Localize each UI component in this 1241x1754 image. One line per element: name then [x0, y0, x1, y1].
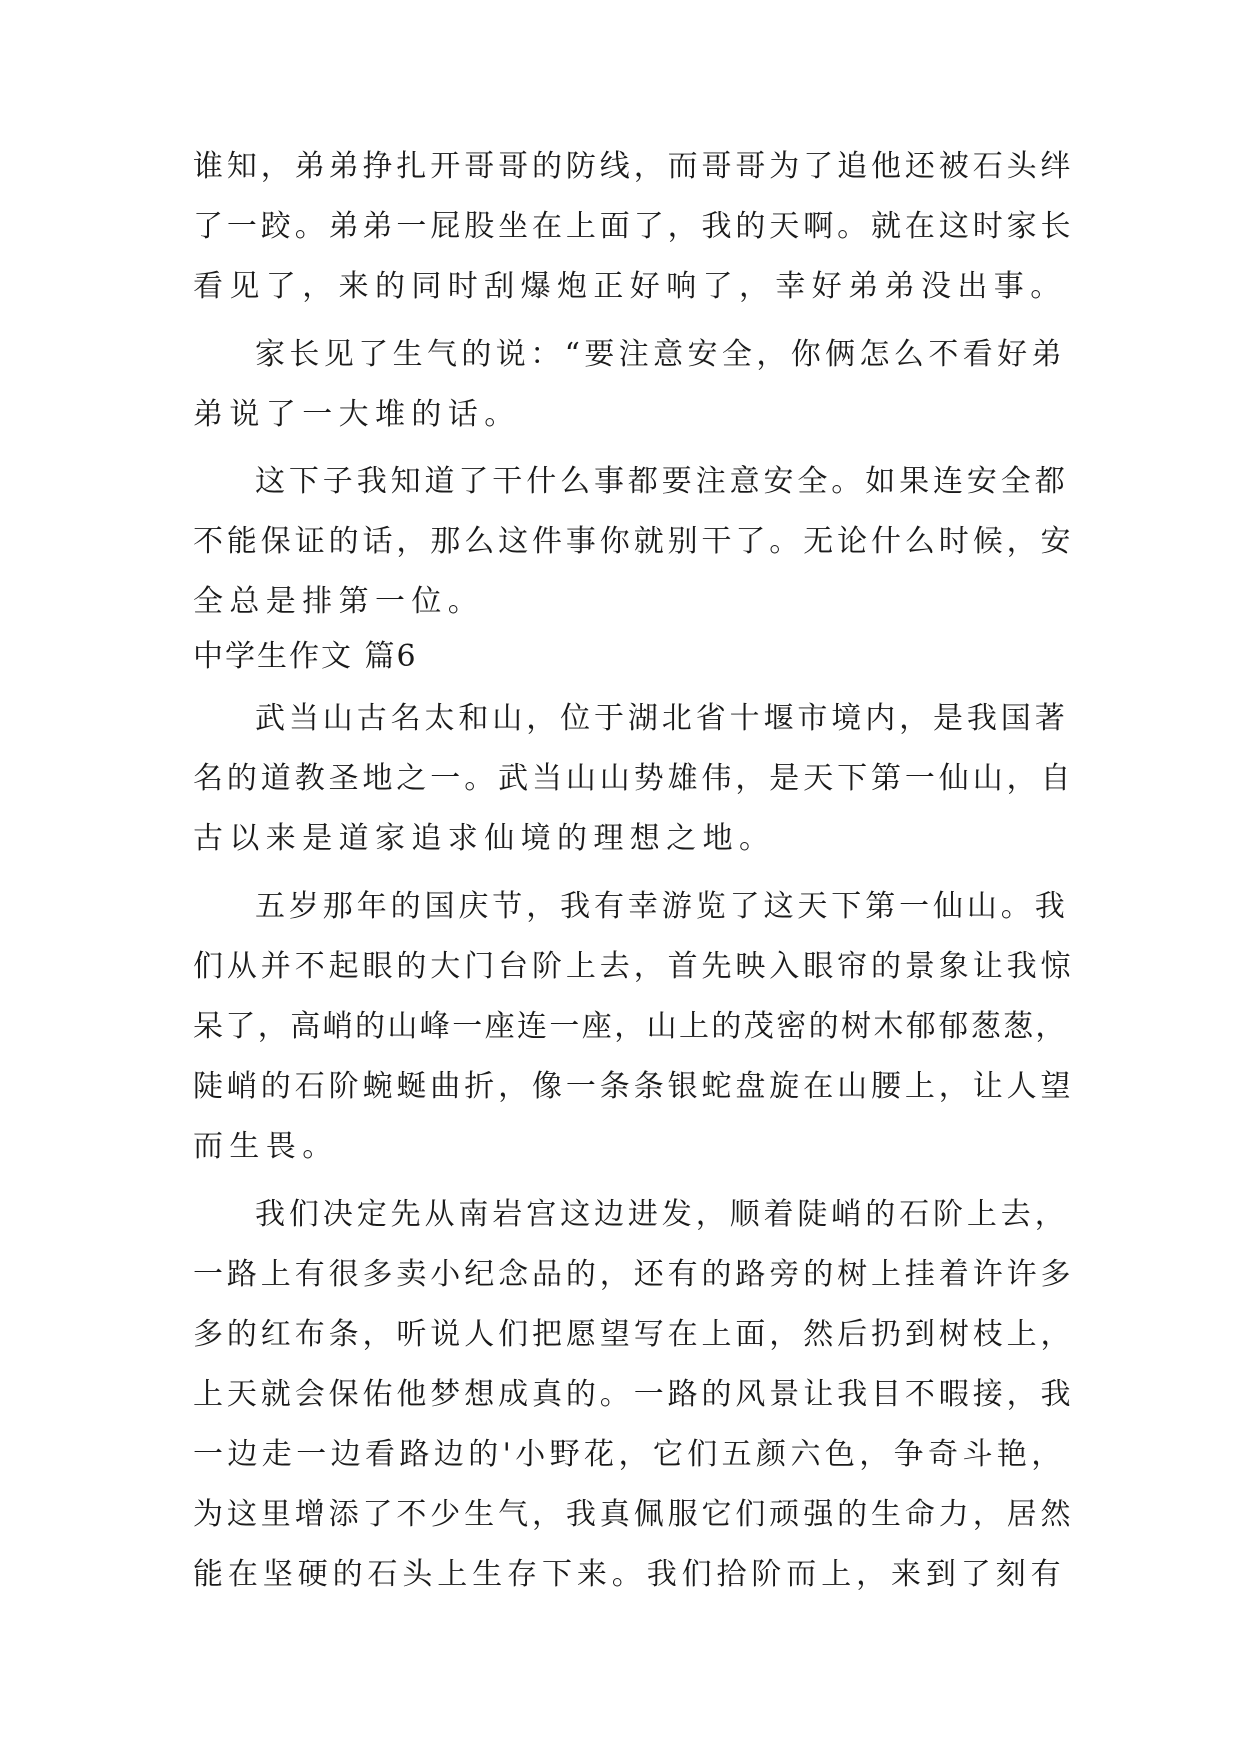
- text-line: 们从并不起眼的大门台阶上去，首先映入眼帘的景象让我惊: [193, 949, 1075, 984]
- text-line: 一边走一边看路边的'小野花，它们五颜六色，争奇斗艳，: [193, 1437, 1066, 1472]
- text-line: 看见了，来的同时刮爆炮正好响了，幸好弟弟没出事。: [193, 269, 1067, 304]
- text-line: 我们决定先从南岩宫这边进发，顺着陡峭的石阶上去，: [255, 1197, 1069, 1232]
- text-line: 不能保证的话，那么这件事你就别干了。无论什么时候，安: [193, 524, 1075, 559]
- text-line: 谁知，弟弟挣扎开哥哥的防线，而哥哥为了追他还被石头绊: [193, 149, 1075, 184]
- text-line: 这下子我知道了干什么事都要注意安全。如果连安全都: [255, 464, 1069, 499]
- text-line: 名的道教圣地之一。武当山山势雄伟，是天下第一仙山，自: [193, 761, 1075, 796]
- text-line: 陡峭的石阶蜿蜒曲折，像一条条银蛇盘旋在山腰上，让人望: [193, 1069, 1075, 1104]
- text-line: 弟说了一大堆的话。: [193, 397, 521, 432]
- text-line: 家长见了生气的说：“要注意安全，你俩怎么不看好弟: [255, 337, 1066, 372]
- text-line: 古以来是道家追求仙境的理想之地。: [193, 821, 776, 856]
- text-line: 为这里增添了不少生气，我真佩服它们顽强的生命力，居然: [193, 1497, 1075, 1532]
- text-line: 五岁那年的国庆节，我有幸游览了这天下第一仙山。我: [255, 889, 1069, 924]
- text-line: 武当山古名太和山，位于湖北省十堰市境内，是我国著: [255, 701, 1069, 736]
- text-line: 了一跤。弟弟一屁股坐在上面了，我的天啊。就在这时家长: [193, 209, 1075, 244]
- section-heading: 中学生作文 篇6: [193, 639, 418, 674]
- text-line: 全总是排第一位。: [193, 584, 485, 619]
- text-line: 多的红布条，听说人们把愿望写在上面，然后扔到树枝上，: [193, 1317, 1075, 1352]
- text-line: 上天就会保佑他梦想成真的。一路的风景让我目不暇接，我: [193, 1377, 1075, 1412]
- text-line: 一路上有很多卖小纪念品的，还有的路旁的树上挂着许许多: [193, 1257, 1075, 1292]
- text-line: 能在坚硬的石头上生存下来。我们拾阶而上，来到了刻有: [193, 1557, 1066, 1592]
- text-line: 而生畏。: [193, 1129, 339, 1164]
- text-line: 呆了，高峭的山峰一座连一座，山上的茂密的树木郁郁葱葱，: [193, 1009, 1068, 1044]
